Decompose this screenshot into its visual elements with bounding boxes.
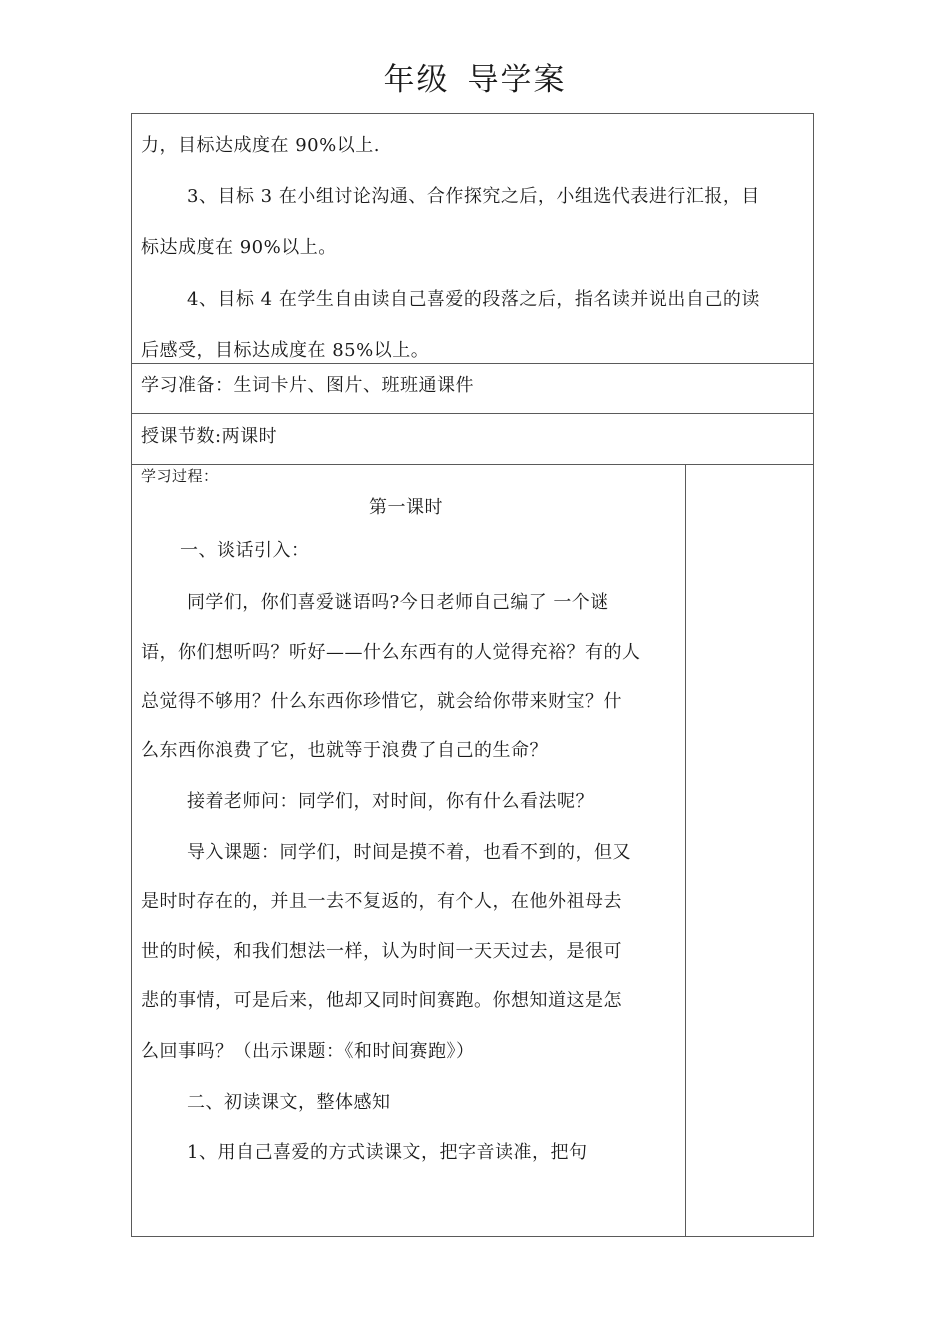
- lesson-title: 第一课时: [369, 497, 443, 518]
- para3-line-4: 悲的事情，可是后来，他却又同时间赛跑。你想知道这是怎: [141, 990, 622, 1011]
- goal-line-1: 力，目标达成度在 90%以上.: [141, 135, 380, 156]
- para1-line-1: 同学们，你们喜爱谜语吗?今日老师自己编了 一个谜: [187, 592, 609, 613]
- para1-line-3: 总觉得不够用？什么东西你珍惜它，就会给你带来财宝？什: [141, 691, 622, 712]
- para2-text: 接着老师问：同学们，对时间，你有什么看法呢？: [187, 791, 594, 812]
- section-heading-reading: 二、初读课文，整体感知: [187, 1092, 391, 1113]
- row-divider-preparation: [131, 413, 814, 414]
- periods-text: 授课节数:两课时: [141, 426, 278, 447]
- para3-line-5: 么回事吗？（出示课题：《和时间赛跑》）: [141, 1041, 475, 1062]
- para1-line-2: 语，你们想听吗？听好——什么东西有的人觉得充裕？有的人: [141, 642, 641, 663]
- para3-line-3: 世的时候，和我们想法一样，认为时间一天天过去，是很可: [141, 941, 622, 962]
- goal-line-3: 标达成度在 90%以上。: [141, 237, 337, 258]
- title-grade: 年级: [383, 62, 450, 98]
- process-label: 学习过程：: [141, 467, 219, 485]
- column-divider-notes: [685, 464, 686, 1237]
- lesson-table: [131, 113, 814, 1237]
- reading-item-1: 1、用自己喜爱的方式读课文，把字音读准，把句: [187, 1142, 588, 1163]
- goal-line-4: 4、目标 4 在学生自由读自己喜爱的段落之后，指名读并说出自己的读: [187, 289, 760, 310]
- goal-line-2: 3、目标 3 在小组讨论沟通、合作探究之后，小组选代表进行汇报，目: [187, 186, 760, 207]
- title-guide: 导学案: [467, 62, 567, 98]
- section-heading-intro: 一、谈话引入：: [180, 540, 310, 561]
- para1-line-4: 么东西你浪费了它，也就等于浪费了自己的生命？: [141, 740, 548, 761]
- page-title: [0, 56, 950, 104]
- para3-line-2: 是时时存在的，并且一去不复返的，有个人，在他外祖母去: [141, 891, 622, 912]
- para3-line-1: 导入课题：同学们，时间是摸不着，也看不到的，但又: [187, 842, 631, 863]
- row-divider-periods: [131, 464, 814, 465]
- goal-line-5: 后感受，目标达成度在 85%以上。: [141, 340, 430, 361]
- preparation-text: 学习准备：生词卡片、图片、班班通课件: [141, 375, 474, 396]
